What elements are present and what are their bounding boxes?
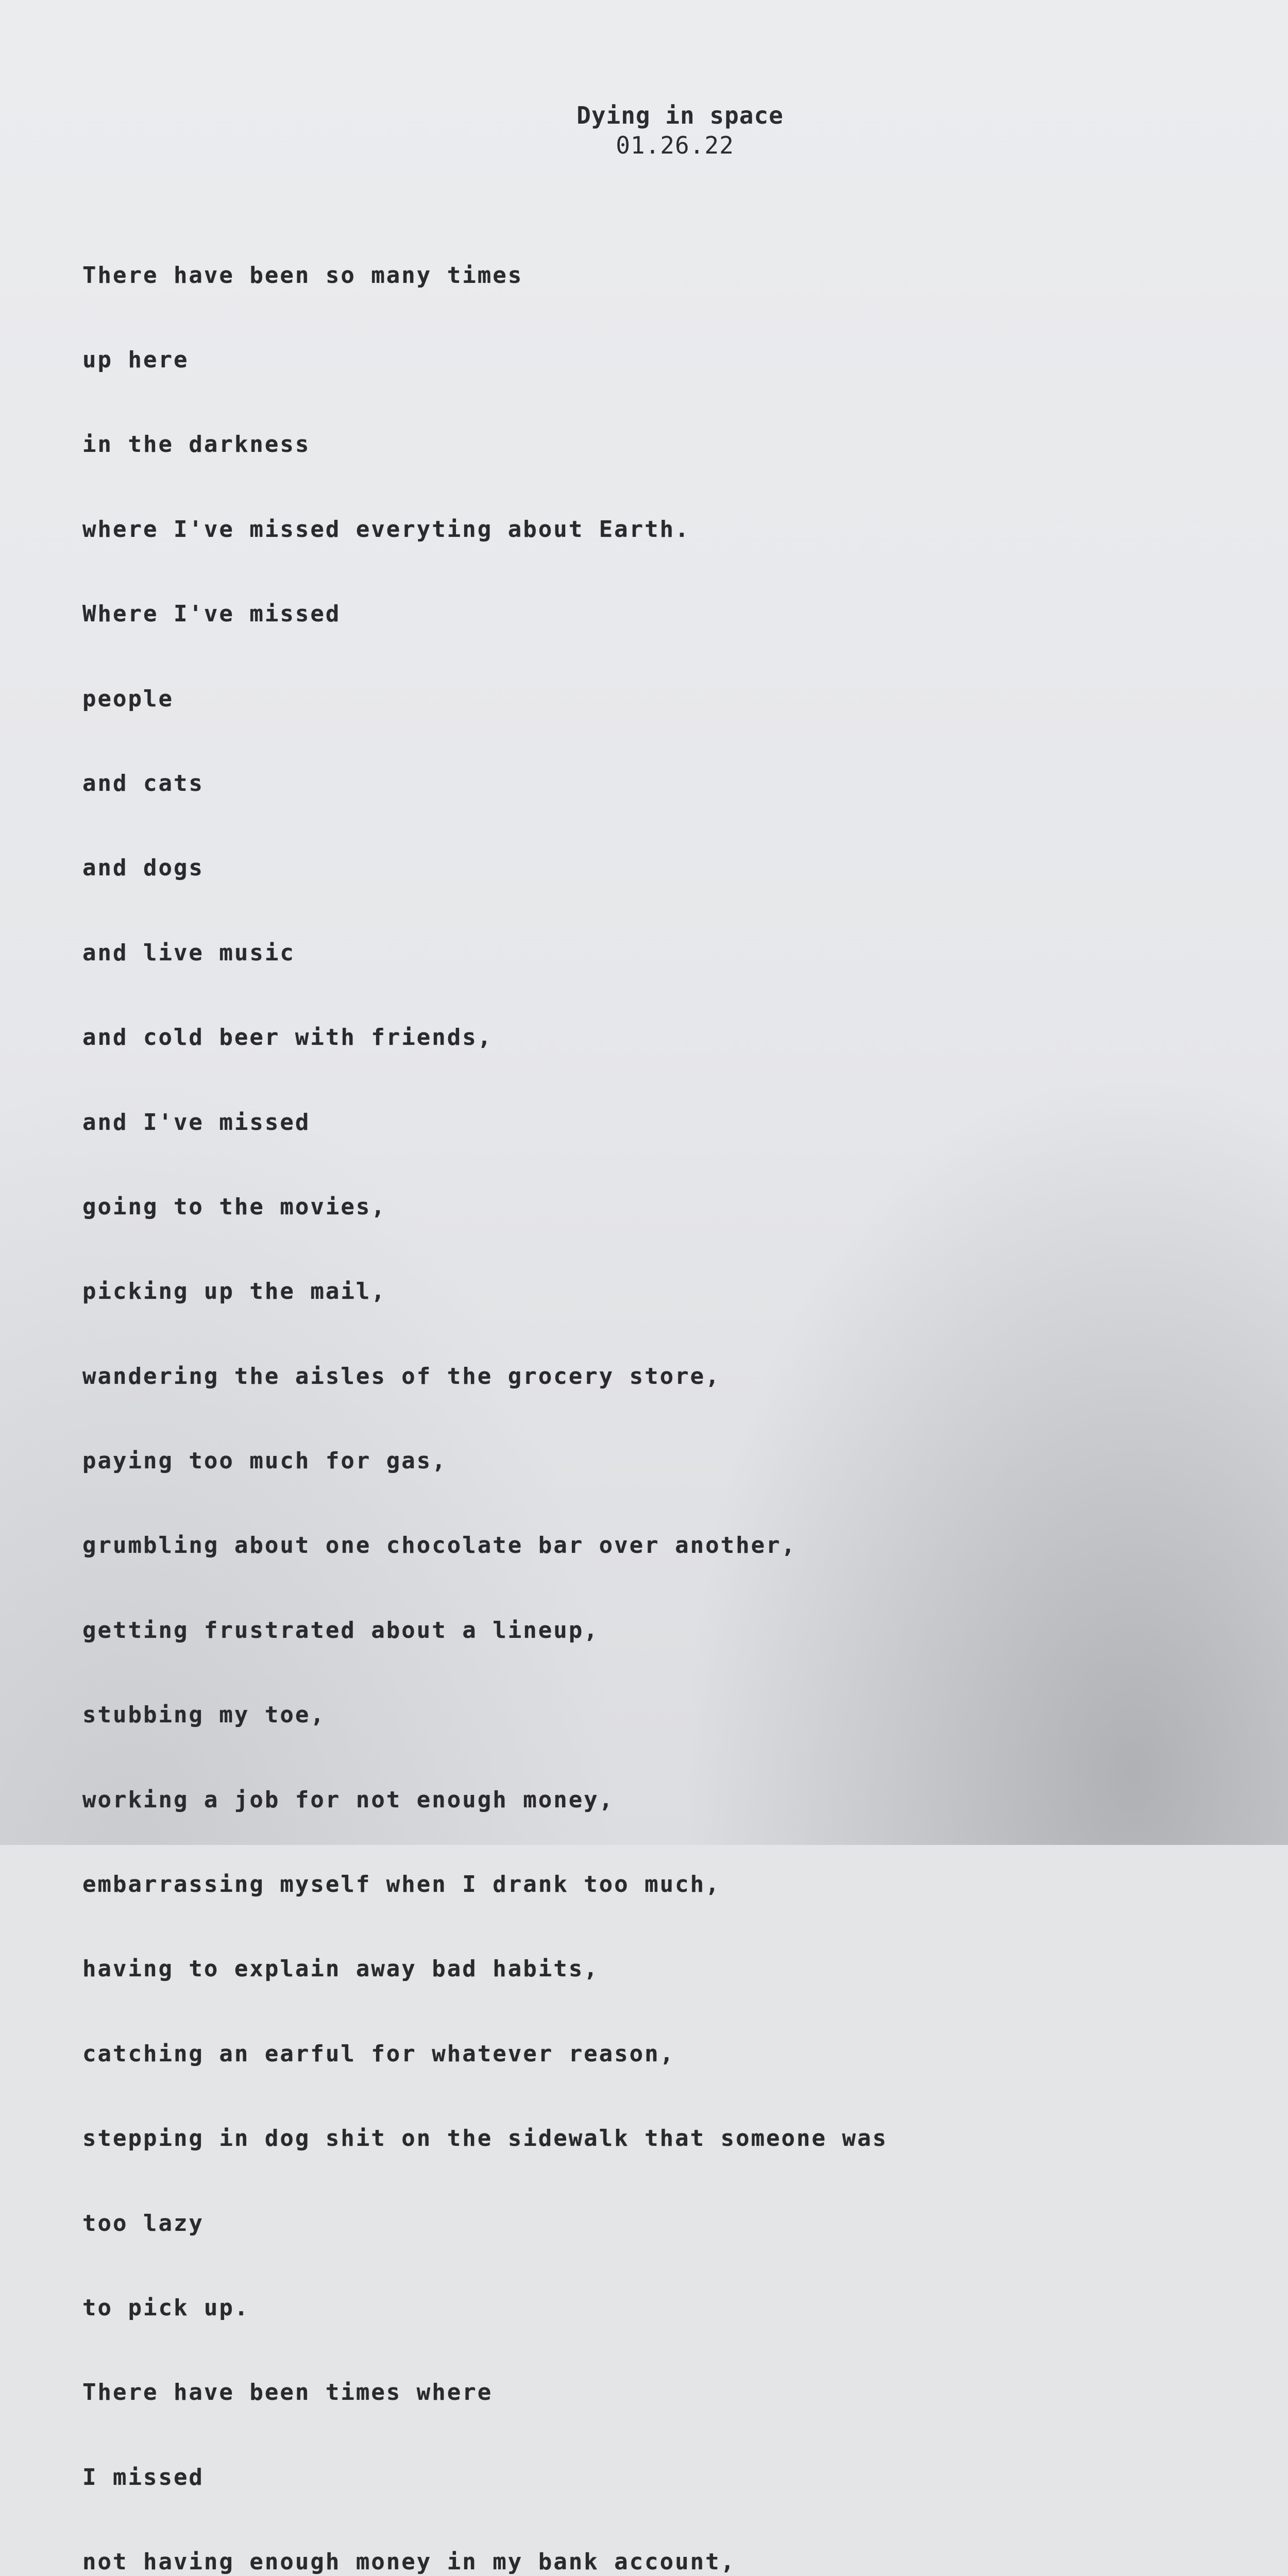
poem-line: stubbing my toe, [82, 1702, 326, 1728]
poem-line: There have been times where [82, 2379, 493, 2406]
poem-line: getting frustrated about a lineup, [82, 1617, 599, 1643]
poem-line: to pick up. [82, 2294, 250, 2321]
poem-line: up here [82, 346, 189, 373]
poem-line: stepping in dog shit on the sidewalk that someone was [82, 2125, 888, 2152]
poem-line: and I've missed [82, 1109, 311, 1136]
poem-line: in the darkness [82, 431, 311, 458]
poem-line: catching an earful for whatever reason, [82, 2040, 675, 2067]
poem-line: and live music [82, 939, 295, 966]
poem-date: 01.26.22 [616, 131, 734, 159]
poem-line: too lazy [82, 2210, 204, 2236]
poem-line: Where I've missed [82, 601, 341, 628]
poem-line: There have been so many times [82, 262, 523, 289]
poem-line: people [82, 685, 174, 712]
poem-line: going to the movies, [82, 1193, 386, 1220]
poem-line: and cats [82, 770, 204, 796]
poem-line: not having enough money in my bank account, [82, 2549, 736, 2575]
poem-line: and cold beer with friends, [82, 1024, 493, 1051]
poem-line: picking up the mail, [82, 1278, 386, 1305]
poem-title: Dying in space [577, 101, 784, 129]
poem-line: where I've missed everyting about Earth. [82, 516, 690, 543]
poem-line: working a job for not enough money, [82, 1786, 615, 1813]
poem-header [0, 100, 1288, 160]
poem-line: embarrassing myself when I drank too much, [82, 1871, 721, 1898]
poem-line: and dogs [82, 855, 204, 882]
poem-line: wandering the aisles of the grocery store, [82, 1363, 721, 1389]
poem-line: having to explain away bad habits, [82, 1956, 599, 1982]
poem-line: I missed [82, 2464, 204, 2490]
poem-line: grumbling about one chocolate bar over another, [82, 1532, 797, 1559]
poem-body [82, 205, 1267, 2576]
poem-line: paying too much for gas, [82, 1448, 447, 1475]
